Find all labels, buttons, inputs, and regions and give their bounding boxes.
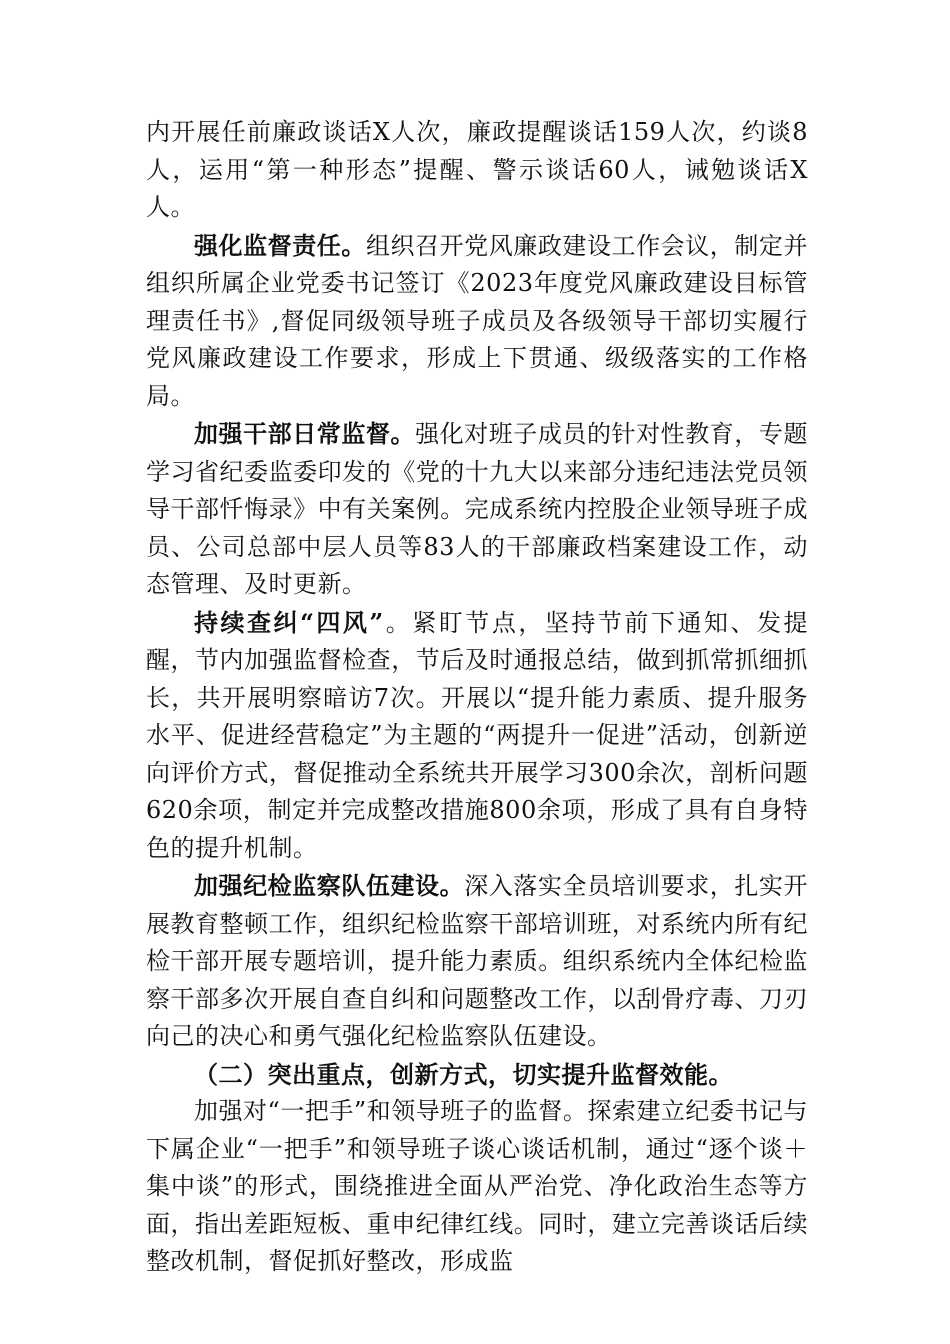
paragraph-leader-supervision bbox=[146, 1093, 808, 1281]
paragraph-text: 深入落实全员培训要求，扎实开展教育整顿工作，组织纪检监察干部培训班，对系统内所有纪检干部开展专题培训，提升能力素质。组织系统内全体纪检监察干部多次开展自查自纠和问题整改工作，以刮骨疗毒、刀刃向己的决心和勇气强化纪检监察队伍建设。 bbox=[146, 872, 808, 1050]
document-page bbox=[146, 114, 808, 1281]
paragraph-lead: 持续查纠“四风” bbox=[194, 607, 384, 637]
paragraph-text: 组织召开党风廉政建设工作会议，制定并组织所属企业党委书记签订《2023年度党风廉政建设目标管理责任书》,督促同级领导班子成员及各级领导干部切实履行党风廉政建设工作要求，形成上下贯通、级级落实的工作格局。 bbox=[146, 231, 808, 410]
paragraph-team-building bbox=[146, 867, 808, 1056]
paragraph-text: 加强对“一把手”和领导班子的监督。探索建立纪委书记与下属企业“一把手”和领导班子谈心谈话机制，通过“逐个谈＋集中谈”的形式，围绕推进全面从严治党、净化政治生态等方面，指出差距短板、重申纪律红线。同时，建立完善谈话后续整改机制，督促抓好整改，形成监 bbox=[146, 1097, 808, 1275]
paragraph-four-winds bbox=[146, 604, 808, 868]
paragraph-lead: 强化监督责任。 bbox=[194, 230, 366, 260]
paragraph-lead: 加强纪检监察队伍建设。 bbox=[194, 871, 465, 900]
paragraph-cadre-supervision bbox=[146, 415, 808, 604]
paragraph-text: 。紧盯节点，坚持节前下通知、发提醒，节内加强监督检查，节后及时通报总结，做到抓常抓细抓长，共开展明察暗访7次。开展以“提升能力素质、提升服务水平、促进经营稳定”为主题的“两提升一促进”活动，创新逆向评价方式，督促推动全系统共开展学习300余次，剖析问题620余项，制定并完成整改措施800余项，形成了具有自身特色的提升机制。 bbox=[146, 608, 809, 862]
section-heading: （二）突出重点，创新方式，切实提升监督效能。 bbox=[194, 1059, 733, 1089]
paragraph-supervision-responsibility bbox=[146, 227, 808, 416]
paragraph-text: 内开展任前廉政谈话X人次，廉政提醒谈话159人次，约谈8人，运用“第一种形态”提醒、警示谈话60人，诫勉谈话X人。 bbox=[146, 118, 808, 221]
paragraph-lead: 加强干部日常监督。 bbox=[194, 419, 416, 448]
paragraph-continuation bbox=[146, 114, 808, 227]
paragraph-text: 强化对班子成员的针对性教育，专题学习省纪委监委印发的《党的十九大以来部分违纪违法党员领导干部忏悔录》中有关案例。完成系统内控股企业领导班子成员、公司总部中层人员等83人的干部廉政档案建设工作，动态管理、及时更新。 bbox=[146, 420, 808, 598]
